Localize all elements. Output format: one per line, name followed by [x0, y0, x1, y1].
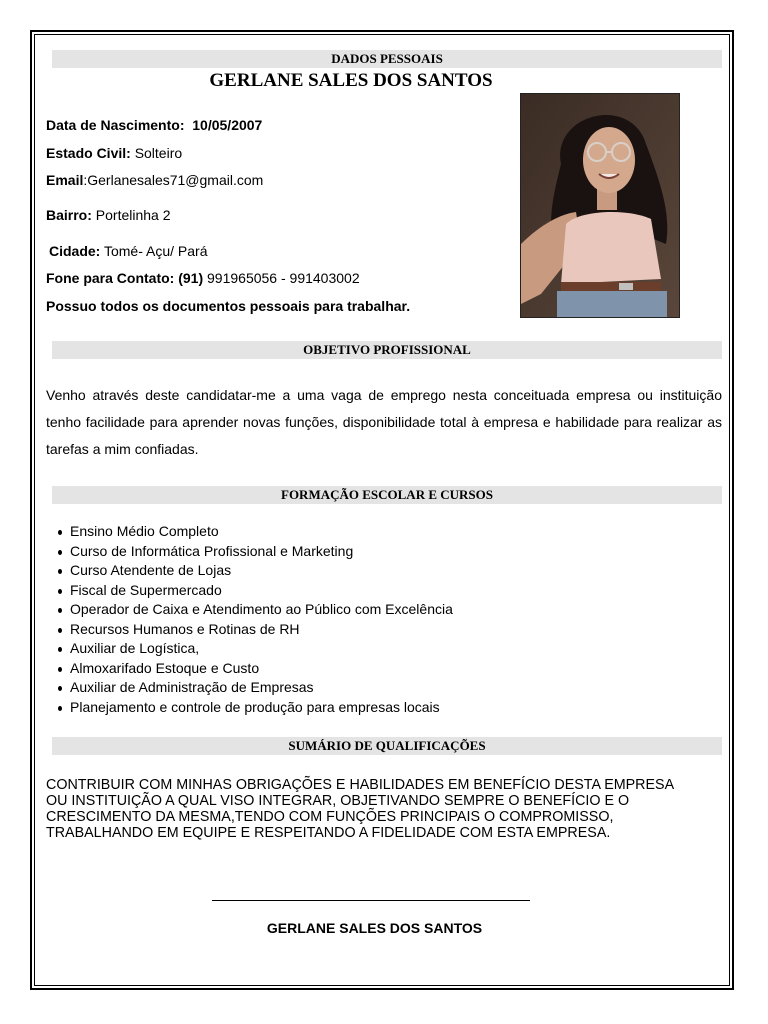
- signature-name: GERLANE SALES DOS SANTOS: [266, 920, 483, 936]
- list-item: Auxiliar de Administração de Empresas: [56, 678, 453, 698]
- bairro-value: Portelinha 2: [95, 207, 171, 223]
- birth-date-line: [46, 117, 262, 133]
- email-line: [46, 172, 263, 188]
- bairro-label: Bairro:: [46, 207, 92, 223]
- summary-line: CRESCIMENTO DA MESMA,TENDO COM FUNÇÕES PRINCIPAIS O COMPROMISSO,: [46, 809, 614, 825]
- list-item: Recursos Humanos e Rotinas de RH: [56, 620, 453, 640]
- summary-line: TRABALHANDO EM EQUIPE E RESPEITANDO A FIDELIDADE COM ESTA EMPRESA.: [46, 825, 611, 841]
- person-photo-icon: [521, 94, 679, 317]
- birth-label: Data de Nascimento:: [46, 117, 185, 133]
- list-item: Almoxarifado Estoque e Custo: [56, 659, 453, 679]
- course-list: [56, 522, 453, 717]
- summary-line: CONTRIBUIR COM MINHAS OBRIGAÇÕES E HABILIDADES EM BENEFÍCIO DESTA EMPRESA: [46, 777, 675, 793]
- section-header-personal: DADOS PESSOAIS: [52, 50, 722, 68]
- candidate-name: GERLANE SALES DOS SANTOS: [209, 70, 493, 91]
- documents-text: Possuo todos os documentos pessoais para trabalhar.: [46, 298, 411, 314]
- list-item: Operador de Caixa e Atendimento ao Público com Excelência: [56, 600, 453, 620]
- list-item: Ensino Médio Completo: [56, 522, 453, 542]
- cidade-value: Tomé- Açu/ Pará: [103, 243, 208, 259]
- phone-line: [46, 270, 360, 286]
- list-item: Planejamento e controle de produção para empresas locais: [56, 698, 453, 718]
- email-value: :Gerlanesales71@gmail.com: [83, 172, 264, 188]
- summary-paragraph: [46, 777, 726, 841]
- civil-label: Estado Civil:: [46, 145, 131, 161]
- section-header-education: FORMAÇÃO ESCOLAR E CURSOS: [52, 486, 722, 504]
- bairro-line: [46, 207, 171, 223]
- profile-photo: [520, 93, 680, 318]
- objective-paragraph: Venho através deste candidatar-me a uma vaga de emprego nesta conceituada empresa ou instituição tenho facilidade para aprender novas funções, disponibilidade total à empresa e habilidade para realizar as tarefas a mim confiadas.: [46, 387, 722, 457]
- email-label: Email: [46, 172, 84, 188]
- cidade-line: [49, 243, 207, 259]
- birth-value: 10/05/2007: [192, 117, 263, 133]
- list-item: Curso Atendente de Lojas: [56, 561, 453, 581]
- civil-value: Solteiro: [134, 145, 183, 161]
- signature-line: [212, 900, 530, 901]
- phone-label: Fone para Contato: (91): [46, 270, 204, 286]
- section-header-objective: OBJETIVO PROFISSIONAL: [52, 341, 722, 359]
- cidade-label: Cidade:: [49, 243, 101, 259]
- documents-line: [46, 298, 410, 314]
- civil-status-line: [46, 145, 182, 161]
- list-item: Curso de Informática Profissional e Marketing: [56, 542, 453, 562]
- section-header-summary: SUMÁRIO DE QUALIFICAÇÕES: [52, 737, 722, 755]
- list-item: Auxiliar de Logística,: [56, 639, 453, 659]
- phone-value: 991965056 - 991403002: [207, 270, 360, 286]
- summary-line: OU INSTITUIÇÃO A QUAL VISO INTEGRAR, OBJETIVANDO SEMPRE O BENEFÍCIO E O: [46, 793, 630, 809]
- list-item: Fiscal de Supermercado: [56, 581, 453, 601]
